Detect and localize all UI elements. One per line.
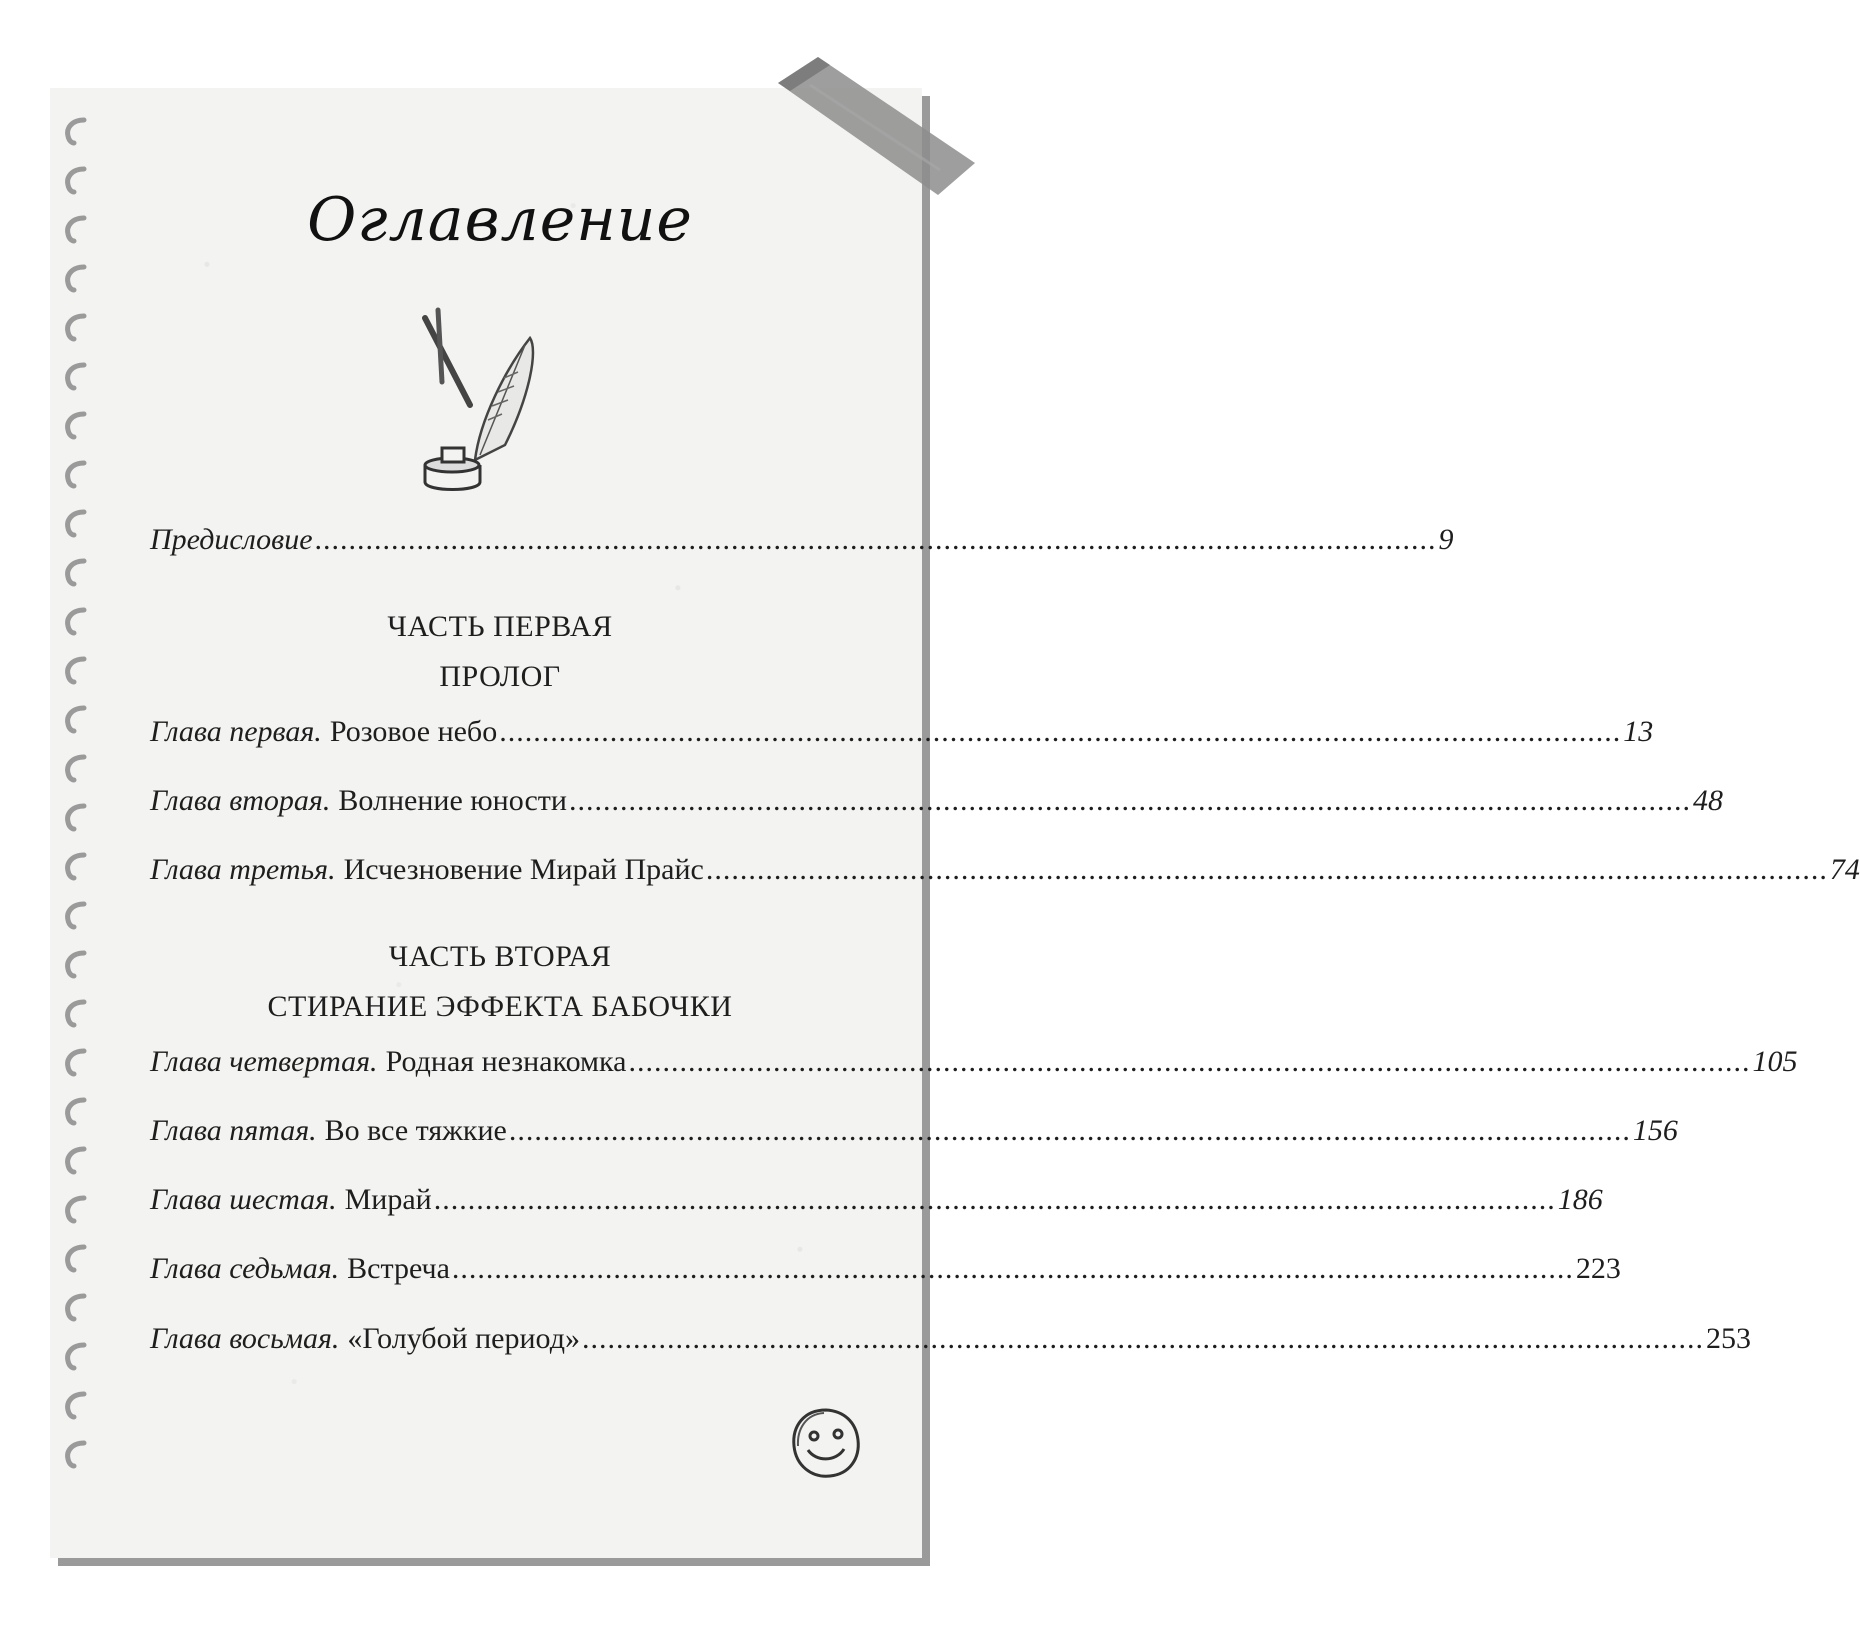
chapter-title: «Голубой период» <box>347 1322 580 1355</box>
binder-hole-icon <box>68 1100 84 1123</box>
chapter-title: Мирай <box>344 1183 432 1216</box>
page-number: 48 <box>1692 784 1723 817</box>
leader-dots: .................................................................................................................................... <box>628 1045 1751 1078</box>
leader-dots: .................................................................................................................................... <box>314 523 1437 556</box>
binder-hole-icon <box>68 1051 84 1074</box>
binder-hole-icon <box>68 757 84 780</box>
chapter-title: Во все тяжкие <box>324 1114 507 1147</box>
quill-inkwell-icon <box>420 310 580 510</box>
tape-icon <box>770 55 980 205</box>
part-subheading: СТИРАНИЕ ЭФФЕКТА БАБОЧКИ <box>267 990 733 1023</box>
leader-dots: .................................................................................................................................... <box>568 784 1691 817</box>
page-number: 105 <box>1752 1045 1798 1078</box>
chapter-title: Розовое небо <box>329 715 498 748</box>
page-number: 9 <box>1438 523 1454 556</box>
chapter-title: Родная незнакомка <box>385 1045 627 1078</box>
page-number: 186 <box>1557 1183 1603 1216</box>
binder-hole-icon <box>68 120 84 143</box>
chapter-entry[interactable] <box>150 848 1860 892</box>
page-number: 74 <box>1829 853 1860 886</box>
chapter-entry[interactable] <box>150 710 1654 754</box>
leader-dots: .................................................................................................................................... <box>581 1322 1704 1355</box>
chapter-label: Глава седьмая. <box>150 1252 340 1285</box>
leader-dots: .................................................................................................................................... <box>508 1114 1631 1147</box>
page-number: 253 <box>1705 1322 1751 1355</box>
binder-hole-icon <box>68 708 84 731</box>
part-subheading: ПРОЛОГ <box>439 660 561 693</box>
part-heading: ЧАСТЬ ВТОРАЯ <box>388 940 612 973</box>
chapter-entry[interactable] <box>150 1040 1798 1084</box>
binder-hole-icon <box>68 855 84 878</box>
binder-hole-icon <box>68 561 84 584</box>
chapter-label: Глава пятая. <box>150 1114 317 1147</box>
binder-hole-icon <box>68 512 84 535</box>
chapter-entry[interactable] <box>150 1178 1603 1222</box>
binder-hole-icon <box>68 1198 84 1221</box>
chapter-label: Глава восьмая. <box>150 1322 340 1355</box>
leader-dots: .................................................................................................................................... <box>451 1252 1574 1285</box>
binder-hole-icon <box>68 365 84 388</box>
leader-dots: .................................................................................................................................... <box>433 1183 1556 1216</box>
smiley-face-icon <box>786 1404 866 1484</box>
binder-hole-icon <box>68 316 84 339</box>
binder-hole-icon <box>68 1296 84 1319</box>
binder-hole-icon <box>68 1149 84 1172</box>
chapter-entry[interactable] <box>150 1247 1621 1291</box>
binder-hole-icon <box>68 414 84 437</box>
binder-hole-icon <box>68 1443 84 1466</box>
page-number: 156 <box>1632 1114 1678 1147</box>
chapter-label: Глава шестая. <box>150 1183 337 1216</box>
chapter-label: Глава вторая. <box>150 784 331 817</box>
binder-hole-icon <box>68 1247 84 1270</box>
preface-entry[interactable] <box>150 518 1454 562</box>
binder-hole-icon <box>68 806 84 829</box>
chapter-title: Исчезновение Мирай Прайс <box>343 853 704 886</box>
binder-hole-icon <box>68 1394 84 1417</box>
binder-holes <box>50 88 110 1558</box>
chapter-title: Волнение юности <box>338 784 567 817</box>
binder-hole-icon <box>68 1345 84 1368</box>
leader-dots: .................................................................................................................................... <box>499 715 1622 748</box>
preface-label: Предисловие <box>150 523 313 556</box>
chapter-label: Глава четвертая. <box>150 1045 378 1078</box>
part-heading: ЧАСТЬ ПЕРВАЯ <box>387 610 613 643</box>
page-number: 223 <box>1575 1252 1621 1285</box>
page-title: Оглавление <box>307 185 693 255</box>
chapter-label: Глава третья. <box>150 853 336 886</box>
page-number: 13 <box>1623 715 1654 748</box>
chapter-entry[interactable] <box>150 1317 1751 1361</box>
chapter-title: Встреча <box>347 1252 450 1285</box>
chapter-entry[interactable] <box>150 1109 1678 1153</box>
chapter-label: Глава первая. <box>150 715 322 748</box>
chapter-entry[interactable] <box>150 779 1723 823</box>
binder-hole-icon <box>68 463 84 486</box>
leader-dots: .................................................................................................................................... <box>705 853 1828 886</box>
binder-hole-icon <box>68 267 84 290</box>
binder-hole-icon <box>68 904 84 927</box>
